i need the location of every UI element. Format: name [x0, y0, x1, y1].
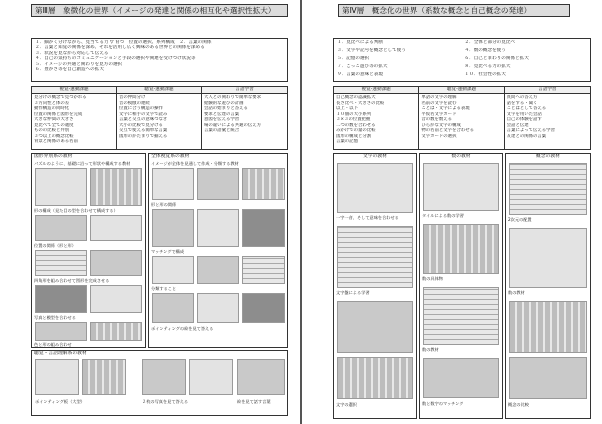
- goal-item: ２．言葉と知覚の関係を深め、それを活用し広く興味のある世界との関係を深める: [35, 45, 205, 51]
- table-cell: 位置に合う構造の操作: [119, 106, 163, 111]
- photo-picture-cards: [237, 359, 285, 395]
- section-caption: ポインティング板（大型）: [35, 399, 85, 404]
- table-cell: 位置の関係と図形を完成: [34, 111, 83, 117]
- section-caption: タイルによる数の学習: [422, 213, 464, 218]
- photo-color-shape: [90, 322, 142, 341]
- photo-letter-select: [337, 301, 413, 353]
- left-goals-box: [31, 38, 288, 82]
- photo-concept-grid: [509, 163, 587, 215]
- section-title: 文字の教材: [363, 154, 387, 159]
- table-cell: 背景と関係のある名前: [34, 139, 78, 144]
- photo-matching-set: [242, 256, 285, 284]
- table-cell: 要求と伝達の言葉: [204, 111, 240, 117]
- section-caption: 形の構成（見た目の型を合わせて構成する）: [34, 208, 118, 213]
- table-cell: 言葉の記憶: [336, 139, 358, 144]
- left-page: [0, 0, 300, 424]
- section-caption: マッチングで構成: [151, 249, 185, 254]
- goal-item: ３．状況を見ながら対応して伝える: [35, 50, 109, 56]
- section-title: 数の教材: [451, 154, 471, 159]
- goal-item: ４．自己の気持ちのコミュニケーションと手段の選択や関連を受けつけ状況等: [35, 56, 196, 62]
- photo-shape-board: [35, 215, 87, 241]
- section-caption: 数の教材: [422, 347, 439, 352]
- table-cell: 言葉と交互の意味つなぎ: [119, 117, 168, 122]
- section-title: 聴覚・言語理解系の教材: [34, 351, 87, 356]
- letters-section: [333, 153, 417, 419]
- auditory-language-section: [31, 350, 288, 416]
- table-column: [32, 87, 117, 149]
- goal-item: ３．文字や記号を概念として使う: [337, 48, 406, 53]
- photo-board: [242, 168, 285, 200]
- table-cell: 長さ比べ・大きさの比較: [336, 100, 385, 106]
- table-cell: 見分けの概念で見つかれる: [34, 95, 87, 100]
- section-caption: ポインティングの絵を見て答える: [151, 326, 214, 331]
- table-cell: 会話の始まりと答える: [204, 106, 248, 111]
- table-column: [117, 87, 202, 149]
- photo-picture-talk: [189, 359, 233, 395]
- photo-squares: [35, 285, 87, 313]
- table-column: [202, 87, 287, 149]
- table-cell: 音の模倣の連続: [119, 100, 150, 106]
- whole-visual-section: [148, 153, 288, 348]
- table-cell: 音の数を数える: [421, 117, 453, 122]
- section-caption: 形と形の関係: [151, 202, 177, 207]
- section-caption: 数と数字のマッチング: [422, 401, 464, 406]
- section-caption: ２枚の写真を見て答える: [142, 399, 189, 404]
- table-cell: 二つの数を合わせる: [336, 122, 376, 128]
- table-cell: 友達との関係の言葉: [506, 133, 547, 139]
- photo-cards: [152, 168, 194, 200]
- table-column: [334, 87, 419, 149]
- goal-item: １０．社会性の拡大: [464, 72, 506, 77]
- photo-concept-board: [509, 301, 587, 353]
- photo-pointing-board: [35, 359, 79, 395]
- goal-item: ５．記憶の選択: [337, 56, 370, 61]
- section-caption: 文字盤による学習: [336, 290, 370, 295]
- table-header: 言語学習: [202, 87, 287, 94]
- photo-relation-cards: [197, 209, 239, 247]
- goal-item: ９．言葉の意味と表現: [337, 72, 383, 77]
- table-cell: 場の違いによる共通の伝え方: [204, 122, 262, 128]
- table-cell: 文字を用いた会話: [506, 111, 542, 117]
- photo-model: [90, 285, 142, 313]
- table-header: 聴覚-運動課題: [419, 87, 503, 94]
- section-caption: パズルのように、基礎に沿って形状や構成する教材: [34, 161, 131, 166]
- right-page: [302, 0, 602, 424]
- photo-matching-cards: [197, 256, 239, 284]
- table-cell: 物の名前と文字を合わせる: [421, 128, 475, 133]
- table-cell: ３×３の位置把握: [336, 117, 371, 122]
- table-cell: ことば・文字による表現: [421, 106, 470, 111]
- table-column: [505, 87, 590, 149]
- goal-item: ４．数の概念を使う: [464, 48, 506, 53]
- table-cell: 動作構造の同時化: [34, 106, 70, 111]
- table-cell: 単語の文字の理解: [421, 95, 457, 100]
- section-caption: 写真と模型を合わせる: [34, 315, 76, 320]
- table-header: 言語学習: [505, 87, 590, 94]
- section-title: 図形弁別系の教材: [34, 154, 73, 159]
- photo-shape-pieces: [90, 215, 142, 241]
- photo-figures: [197, 168, 239, 200]
- table-cell: ひらがな文字の構成: [421, 122, 461, 128]
- table-cell: 大小の比較で見分ける: [119, 122, 163, 128]
- table-cell: 大きな仲間の大きさ: [34, 117, 74, 122]
- table-header: 聴覚-運動課題: [117, 87, 201, 94]
- photo-position-board: [35, 250, 87, 276]
- photo-matching: [152, 256, 194, 284]
- photo-puzzle-set: [90, 168, 142, 206]
- numbers-section: [419, 153, 503, 419]
- photo-pointing: [242, 293, 285, 323]
- table-header: 視覚-運動課題: [32, 87, 116, 94]
- section-caption: 分類すること: [151, 286, 177, 291]
- table-cell: 言葉の語彙と統合: [204, 128, 240, 133]
- section-caption: 文字の選択: [336, 402, 357, 407]
- photo-classify-cards: [197, 293, 239, 323]
- section-caption: 絵を見て話す言葉: [237, 399, 271, 404]
- right-page-header: 第Ⅳ層 概念化の世界（系数な概念と自己概念の発達）: [338, 4, 570, 17]
- photo-puzzle: [35, 168, 87, 206]
- figure-discrimination-section: [31, 153, 146, 348]
- section-caption: 色と形の組み合わせ: [34, 342, 72, 347]
- photo-letter-cards: [337, 163, 413, 213]
- photo-classify: [152, 293, 194, 323]
- table-cell: 自己の体験を話す: [506, 117, 542, 122]
- table-cell: 経験的な遊びの計画: [204, 100, 244, 106]
- section-caption: 四角形を組み合わせて図形を完成させる: [34, 278, 110, 283]
- left-page-header: 第Ⅲ層 象徴化の世界（イメージの発達と関係の相互化や選択性拡大）: [31, 4, 288, 17]
- table-cell: みかけでの量の比較: [336, 128, 376, 133]
- photo-pointing-board-2: [82, 359, 126, 395]
- table-cell: 文字に相手の文字で読み: [119, 111, 168, 117]
- photo-concept-compare: [509, 357, 587, 399]
- table-cell: １０個の大小系列: [336, 111, 372, 117]
- table-cell: 以上・以下: [336, 106, 358, 111]
- photo-number-board: [423, 287, 499, 345]
- section-title: 概念の教材: [536, 154, 560, 159]
- photo-two-pictures: [142, 359, 186, 395]
- goal-item: ６．自己とまわりの関係と拡大: [464, 56, 529, 61]
- table-cell: 自己概念の認識拡大: [336, 95, 376, 100]
- section-caption: 一字一音、そして意味を合わせる: [336, 215, 399, 220]
- section-caption: 2次元の配置: [508, 217, 532, 222]
- table-cell: 交互で使える簡単な言葉: [119, 128, 168, 133]
- photo-number-match: [423, 358, 499, 398]
- photo-number-tiles: [423, 163, 499, 211]
- table-cell: 図形の構成と分割: [336, 133, 372, 139]
- goal-item: ５．イメージの共通と関わりを見方の選択: [35, 61, 123, 67]
- table-cell: 文字カードの選択: [421, 133, 457, 139]
- concepts-section: [505, 153, 591, 419]
- section-caption: 概念の比較: [508, 402, 529, 407]
- photo-letter-board: [337, 226, 413, 288]
- left-task-table: [31, 86, 288, 150]
- goal-item: ８．見比べる力の拡大: [464, 64, 511, 69]
- photo-relation: [152, 209, 194, 247]
- photo-position-cards: [90, 250, 142, 276]
- photo-relation-set: [242, 209, 285, 247]
- section-caption: 数の教材: [508, 290, 525, 295]
- goal-item: ７．ごっこ遊び等の拡大: [337, 64, 388, 69]
- table-cell: 音の仲間分け: [119, 95, 146, 100]
- section-caption: 位置の関係（形と形）: [34, 243, 76, 248]
- photo-letter-set: [337, 357, 413, 399]
- goal-item: ６．豊かさ等を自己創造への拡大: [35, 67, 104, 73]
- table-cell: ３つ以上の概念比較: [34, 133, 74, 139]
- table-cell: 意図を伝える学習: [204, 117, 240, 122]
- table-column: [419, 87, 504, 149]
- table-cell: 質問への答え方: [506, 95, 538, 100]
- table-cell: ことばとして答える: [506, 106, 547, 111]
- section-caption: イメージが全体を見通して作成・分類する教材: [151, 161, 239, 166]
- table-cell: 話をする・聞く: [506, 100, 538, 106]
- goal-item: ２．全体と部分の見比べ: [464, 40, 516, 45]
- table-cell: 見比べて全ての適度: [34, 122, 74, 128]
- table-cell: ３方向性と体の差: [34, 100, 70, 106]
- photo-photo-match: [35, 322, 87, 341]
- section-caption: 数の具体物: [422, 276, 443, 281]
- right-goals-box: [333, 38, 591, 82]
- table-cell: 言葉によって伝える学習: [506, 128, 555, 133]
- table-cell: 平仮名文字カード: [421, 111, 457, 117]
- photo-concept-cards: [509, 228, 587, 288]
- section-title: 全体視覚系の教材: [151, 154, 190, 159]
- goal-item: １．見比べによる判断: [337, 40, 383, 45]
- table-cell: ものの比較と弁別: [34, 128, 70, 133]
- goal-item: １．細かく分けながら、見当てる力 ▽ 育つ 位置の選択、系列構成 ２．言葉の関係: [35, 40, 212, 45]
- table-cell: 会話と伝達: [506, 122, 529, 128]
- right-task-table: [333, 86, 591, 150]
- table-cell: 大人との関わりで簡単な要求: [204, 95, 262, 100]
- table-header: 視覚-運動課題: [334, 87, 418, 94]
- table-cell: 名前の文字を読む: [421, 100, 457, 106]
- photo-number-objects: [423, 224, 499, 274]
- table-cell: 図形のかたまりで揃える: [119, 133, 168, 139]
